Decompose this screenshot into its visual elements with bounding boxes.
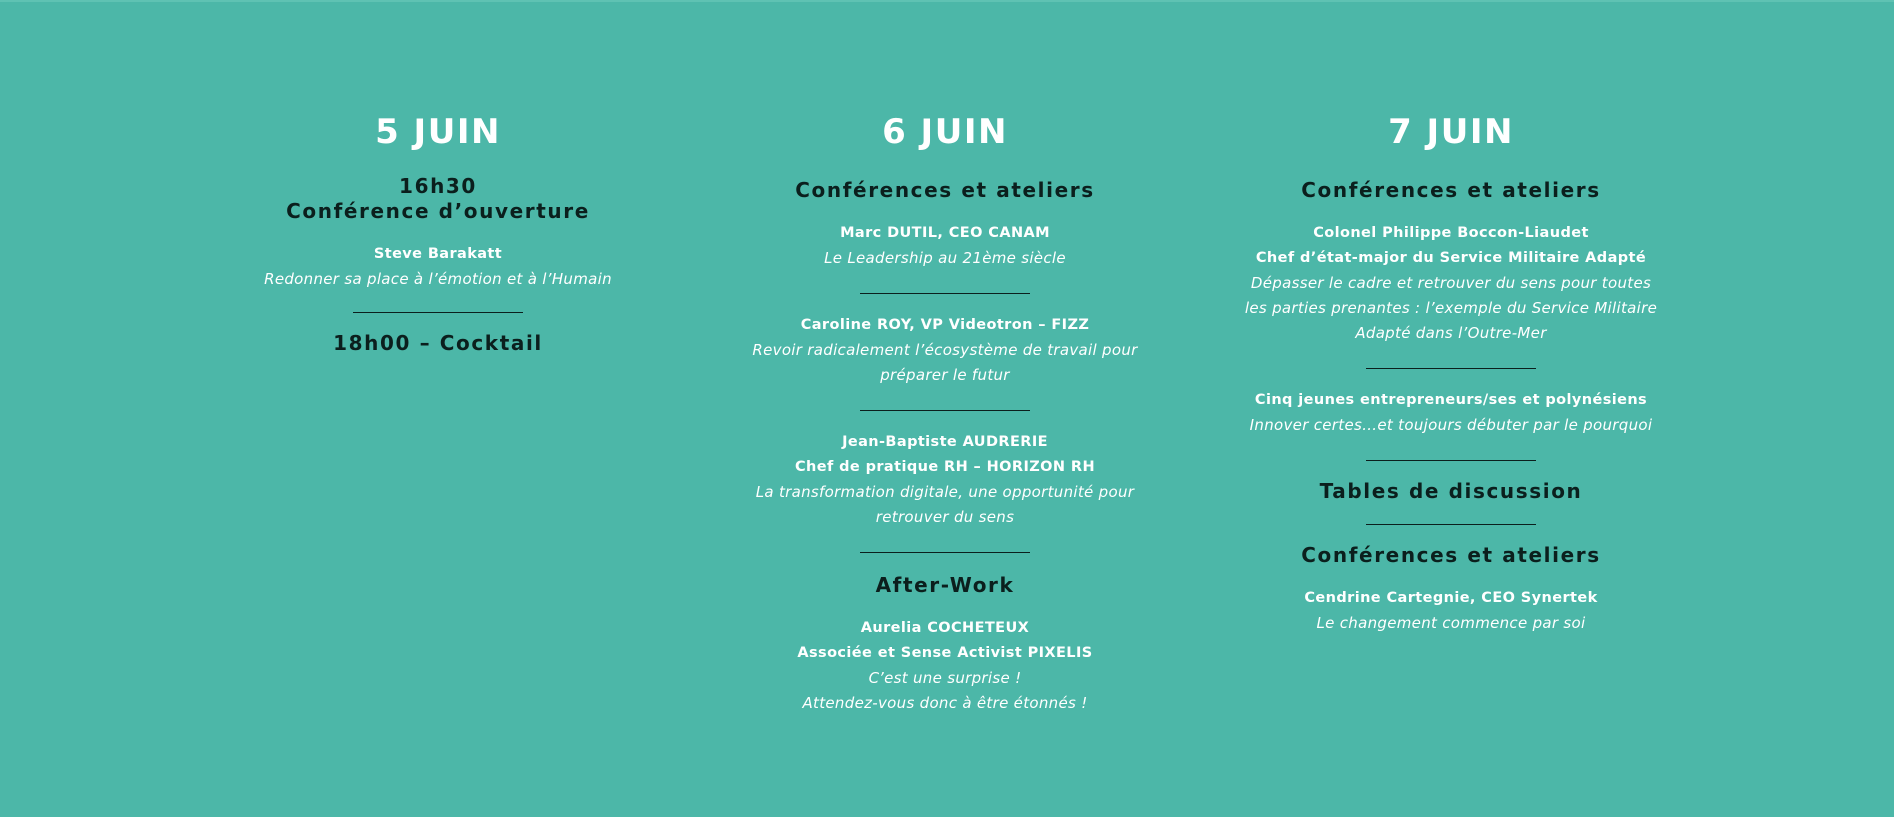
- speaker-name: Colonel Philippe Boccon-Liaudet: [1313, 225, 1589, 241]
- divider: [860, 410, 1030, 411]
- afterwork-heading: After-Work: [875, 573, 1015, 597]
- section-heading: Conférences et ateliers: [795, 178, 1095, 202]
- divider: [1366, 460, 1536, 461]
- talk-title: Redonner sa place à l’émotion et à l’Humain: [264, 270, 612, 288]
- talk-title-line: Adapté dans l’Outre-Mer: [1355, 324, 1547, 342]
- talk-block: [695, 430, 1195, 530]
- section-heading: Conférences et ateliers: [1301, 178, 1601, 202]
- talk-title-line: C’est une surprise !: [868, 669, 1022, 687]
- talk-title-line: Revoir radicalement l’écosystème de travail pour: [752, 341, 1138, 359]
- speaker-name: Cinq jeunes entrepreneurs/ses et polynésiens: [1254, 392, 1648, 408]
- opening-time: 16h30: [399, 174, 477, 198]
- opening-title: Conférence d’ouverture: [286, 199, 590, 223]
- speaker-role: Associée et Sense Activist PIXELIS: [797, 645, 1093, 661]
- divider: [353, 312, 523, 313]
- section-heading: Conférences et ateliers: [1301, 543, 1601, 567]
- talk-title-line: Attendez-vous donc à être étonnés !: [802, 694, 1088, 712]
- talk-title: Le Leadership au 21ème siècle: [824, 249, 1066, 267]
- top-border-line: [0, 0, 1894, 2]
- talk-title-line: préparer le futur: [880, 366, 1010, 384]
- divider: [860, 552, 1030, 553]
- divider: [860, 293, 1030, 294]
- talk-block: [695, 616, 1195, 716]
- speaker-name: Marc DUTIL, CEO CANAM: [840, 225, 1050, 241]
- day-column-7-juin: [1201, 108, 1701, 636]
- talk-block: [1201, 586, 1701, 636]
- talk-block: [188, 242, 688, 292]
- talk-title-line: les parties prenantes : l’exemple du Service Militaire: [1244, 299, 1658, 317]
- speaker-name: Aurelia COCHETEUX: [860, 620, 1030, 636]
- speaker-role: Chef d’état-major du Service Militaire Adapté: [1255, 250, 1647, 266]
- talk-title-line: La transformation digitale, une opportunité pour: [755, 483, 1135, 501]
- talk-block: [1201, 221, 1701, 346]
- speaker-name: Jean-Baptiste AUDRERIE: [842, 434, 1048, 450]
- talk-block: [1201, 388, 1701, 438]
- day-column-6-juin: [695, 108, 1195, 716]
- day-heading: 5 JUIN: [375, 112, 501, 152]
- divider: [1366, 368, 1536, 369]
- cocktail-heading: 18h00 – Cocktail: [333, 331, 543, 355]
- day-heading: 7 JUIN: [1388, 112, 1514, 152]
- talk-title: Innover certes…et toujours débuter par le pourquoi: [1249, 416, 1653, 434]
- talk-block: [695, 313, 1195, 388]
- day-heading: 6 JUIN: [882, 112, 1008, 152]
- tables-heading: Tables de discussion: [1319, 479, 1583, 503]
- speaker-name: Cendrine Cartegnie, CEO Synertek: [1304, 590, 1598, 606]
- talk-block: [695, 221, 1195, 271]
- speaker-role: Chef de pratique RH – HORIZON RH: [794, 459, 1095, 475]
- day-column-5-juin: [188, 108, 688, 356]
- talk-title-line: Dépasser le cadre et retrouver du sens pour toutes: [1250, 274, 1652, 292]
- talk-title-line: retrouver du sens: [875, 508, 1015, 526]
- speaker-name: Steve Barakatt: [373, 246, 503, 262]
- speaker-name: Caroline ROY, VP Videotron – FIZZ: [800, 317, 1090, 333]
- talk-title: Le changement commence par soi: [1316, 614, 1586, 632]
- divider: [1366, 524, 1536, 525]
